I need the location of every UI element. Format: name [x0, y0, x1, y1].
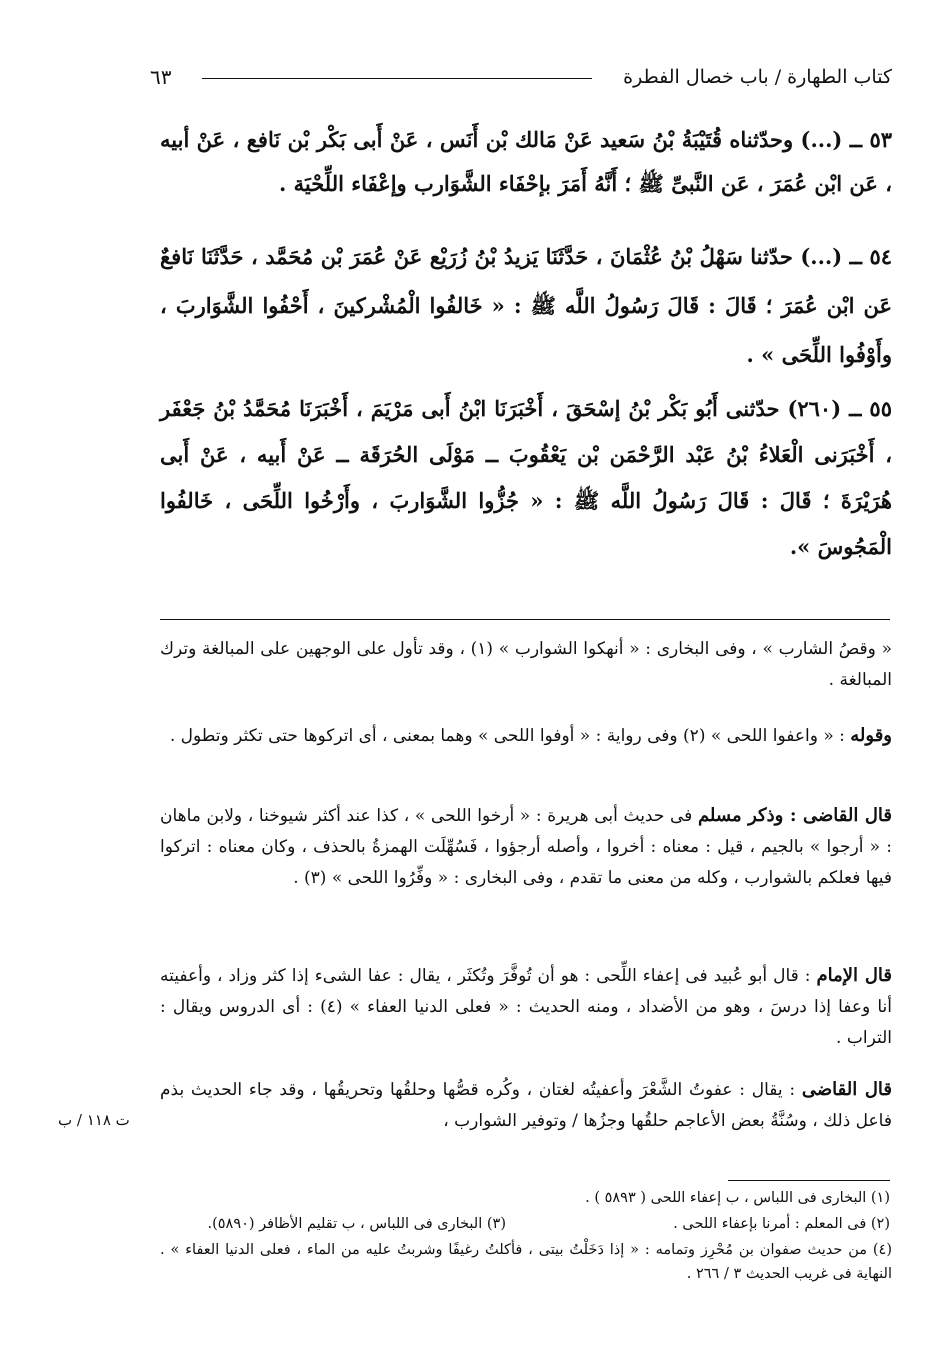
- footnote-divider: [728, 1180, 890, 1181]
- hadith-53: ٥٣ ــ (...) وحدّثناه قُتَيْبَةُ بْنُ سَعيد عَنْ مَالك بْن أَنَس ، عَنْ أَبى بَكْر بْن نَافع ، عَنْ أبيه ، عَن ابْن عُمَرَ ، عَن النَّبىِّ ﷺ ؛ أَنَّهُ أَمَرَ بإحْفَاء الشَّوَارب وإعْفَاء اللِّحْيَة .: [160, 127, 892, 196]
- commentary-paragraph-5: [160, 1074, 892, 1137]
- footnote-1: (١) البخارى فى اللباس ، ب إعفاء اللحى ( ٥٨٩٣ ) .: [585, 1190, 890, 1206]
- commentary-lead-2: وقوله: [850, 725, 892, 746]
- commentary-text-3: فى حديث أبى هريرة : « أرخوا اللحى » ، كذا عند أكثر شيوخنا ، ولابن ماهان : « أرجوا » بالجيم ، قيل : معناه : أخروا ، وأصله أرجؤوا ، فَسُهِّلَت الهمزةُ بالحذف ، وكان معناه : اتركوا فيها فعلكم بالشوارب ، وكله من معنى ما تقدم ، وفى البخارى : « وفِّرُوا اللحى » (٣) .: [160, 806, 892, 888]
- running-header: [150, 62, 892, 96]
- chapter-title: كتاب الطهارة / باب خصال الفطرة: [623, 66, 892, 88]
- commentary-paragraph-2: [160, 720, 892, 752]
- commentary-paragraph-3: [160, 800, 892, 894]
- page-number: ٦٣: [150, 65, 172, 89]
- commentary-text-2: : « واعفوا اللحى » (٢) وفى رواية : « أوفوا اللحى » وهما بمعنى ، أى اتركوها حتى تكثر وتطول .: [169, 726, 851, 746]
- commentary-text-4: : قال أبو عُبيد فى إعفاء اللِّحى : هو أن تُوفَّرَ وتُكثَر ، يقال : عفا الشىء إذا كثر وزاد ، وأعفيته أنا وعفا إذا درسَ ، وهو من الأضداد ، ومنه الحديث : « فعلى الدنيا العفاء » (٤) : أى الدروس ويقال : التراب .: [160, 966, 892, 1048]
- header-rule: [202, 78, 592, 79]
- commentary-paragraph-4: [160, 960, 892, 1054]
- footnote-4: (٤) من حديث صفوان بن مُحْرِز وتمامه : « إذا دَخَلْتُ بيتى ، فأكلتُ رغيفًا وشربتُ عليه من الماء ، فعلى الدنيا العفاء » . النهاية فى غريب الحديث ٣ / ٢٦٦ .: [160, 1242, 892, 1282]
- footnote-2: (٢) فى المعلم : أمرنا بإعفاء اللحى .: [673, 1216, 890, 1232]
- hadith-55: ٥٥ ــ (٢٦٠) حدّثنى أَبُو بَكْر بْنُ إسْحَقَ ، أَخْبَرَنَا ابْنُ أَبى مَرْيَمَ ، أَخْبَرَنَا مُحَمَّدُ بْنُ جَعْفَر ، أَخْبَرَنى الْعَلاءُ بْنُ عَبْد الرَّحْمَن بْن يَعْقُوبَ ــ مَوْلَى الحُرَقَة ــ عَنْ أَبيه ، عَنْ أَبى هُرَيْرَةَ ؛ قَالَ : قَالَ رَسُولُ اللَّه ﷺ : « جُزُّوا الشَّوَاربَ ، وأَرْخُوا اللِّحَى ، خَالفُوا الْمَجُوسَ ».: [160, 396, 892, 559]
- commentary-lead-3: قال القاضى : وذكر مسلم: [697, 805, 893, 826]
- commentary-lead-5: قال القاضى: [801, 1079, 893, 1100]
- commentary-lead-4: قال الإمام: [816, 965, 892, 986]
- manuscript-margin-note: ت ١١٨ / ب: [58, 1111, 130, 1129]
- commentary-text-5: : يقال : عفوتُ الشَّعْرَ وأعفيتُه لغتان ، وكُره قصُّها وحلقُها وتحريقُها ، وقد جاء الحديث بذم فاعل ذلك ، وسُنَّةُ بعض الأعاجم حلقُها وجزُها / وتوفير الشوارب ،: [160, 1080, 892, 1131]
- commentary-divider: [160, 619, 890, 620]
- commentary-paragraph-1: « وقصُ الشارب » ، وفى البخارى : « أنهكوا الشوارب » (١) ، وقد تأول على الوجهين على المبالغة وترك المبالغة .: [160, 639, 892, 690]
- footnote-3: (٣) البخارى فى اللباس ، ب تقليم الأظافر (٥٨٩٠).: [207, 1216, 506, 1232]
- hadith-54: ٥٤ ــ (...) حدّثنا سَهْلُ بْنُ عُثْمَانَ ، حَدَّثَنَا يَزيدُ بْنُ زُرَيْع عَنْ عُمَرَ بْن مُحَمَّد ، حَدَّثَنَا نَافعٌ عَن ابْن عُمَرَ ؛ قَالَ : قَالَ رَسُولُ اللَّه ﷺ : « خَالفُوا الْمُشْركينَ ، أَحْفُوا الشَّوَاربَ ، وأَوْفُوا اللِّحَى » .: [160, 244, 892, 367]
